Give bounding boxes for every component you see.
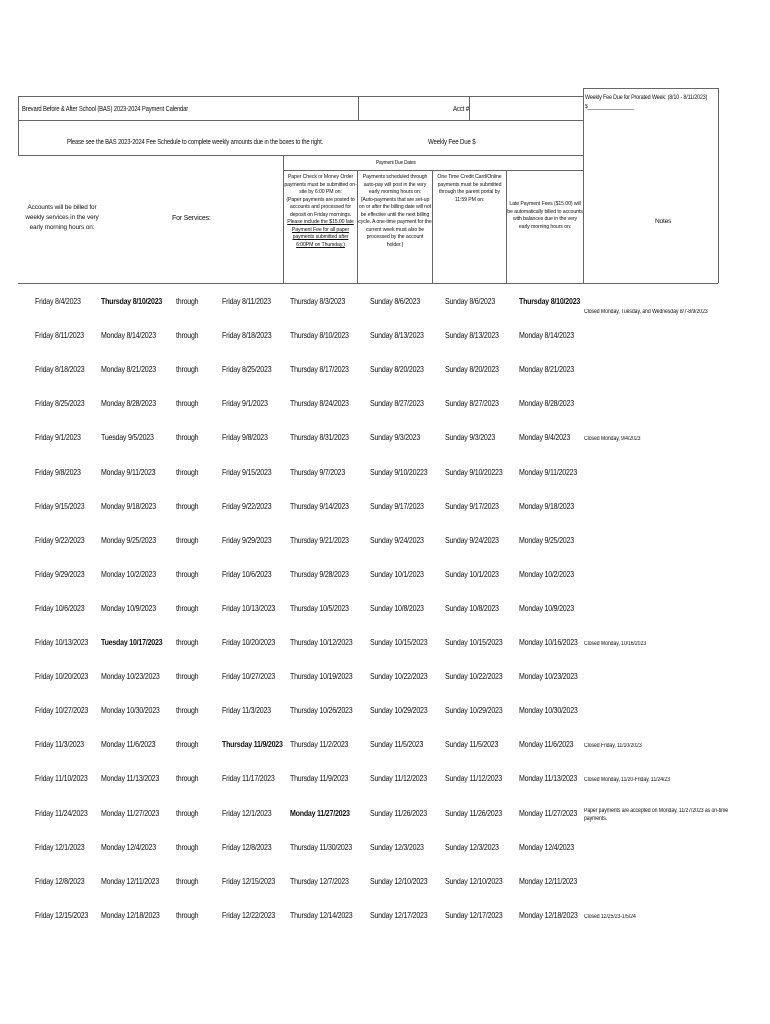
through-label: through	[176, 467, 199, 477]
late-fee-date: Monday 10/9/2023	[519, 603, 574, 613]
autopay-due: Sunday 9/17/2023	[370, 501, 424, 511]
acct-label: Acct #	[453, 104, 469, 113]
billed-date: Friday 10/13/2023	[35, 638, 89, 647]
row-note: Paper payments are accepted on Monday, 11/27/2023 as on-time payments.	[584, 807, 729, 822]
autopay-due: Sunday 8/13/2023	[370, 331, 424, 341]
through-label: through	[176, 842, 199, 852]
billed-date: Friday 10/20/2023	[35, 672, 89, 682]
service-end: Friday 10/27/2023	[222, 672, 276, 682]
through-label: through	[176, 740, 199, 750]
billed-date: Friday 11/10/2023	[35, 774, 88, 784]
through-label: through	[176, 774, 199, 784]
late-fee-date: Monday 9/11/20223	[519, 467, 578, 477]
online-due: Sunday 10/8/2023	[445, 603, 499, 613]
row-note: Closed Friday, 11/10/2023	[584, 743, 642, 750]
row-note: Closed Monday, 9/4/2023	[584, 436, 641, 443]
billed-date: Friday 12/1/2023	[35, 842, 85, 852]
autopay-due: Sunday 11/26/2023	[370, 808, 427, 818]
paper-due: Thursday 11/2/2023	[290, 740, 349, 750]
weekly-fee-input[interactable]	[480, 130, 580, 150]
autopay-due: Sunday 12/3/2023	[370, 842, 424, 852]
online-due: Sunday 9/24/2023	[445, 535, 499, 545]
service-start: Monday 9/18/2023	[101, 501, 156, 511]
service-end: Friday 9/15/2023	[222, 467, 272, 477]
billed-date: Friday 10/27/2023	[35, 706, 89, 716]
autopay-due: Sunday 9/24/2023	[370, 535, 424, 545]
service-end: Friday 10/20/2023	[222, 638, 276, 647]
service-start: Monday 9/11/2023	[101, 467, 156, 477]
service-start: Monday 11/6/2023	[101, 740, 156, 750]
service-end: Friday 10/6/2023	[222, 569, 272, 579]
paper-due: Thursday 12/7/2023	[290, 876, 349, 886]
service-start: Monday 12/11/2023	[101, 876, 160, 886]
autopay-due: Sunday 10/1/2023	[370, 569, 424, 579]
billed-date: Friday 12/8/2023	[35, 876, 85, 886]
service-start: Monday 12/18/2023	[101, 910, 160, 920]
autopay-due: Sunday 11/5/2023	[370, 740, 424, 750]
notes-header: Notes	[655, 218, 672, 225]
paper-due: Thursday 11/30/2023	[290, 842, 352, 852]
billed-date: Friday 9/15/2023	[35, 501, 85, 511]
service-start: Tuesday 9/5/2023	[101, 433, 154, 443]
paper-due: Thursday 9/7/2023	[290, 467, 346, 477]
autopay-due: Sunday 10/8/2023	[370, 603, 424, 613]
autopay-due: Sunday 11/12/2023	[370, 774, 427, 784]
autopay-due: Sunday 9/10/20223	[370, 467, 428, 477]
late-fee-date: Monday 9/4/2023	[519, 433, 571, 443]
autopay-due: Sunday 10/22/2023	[370, 672, 428, 682]
service-end: Thursday 11/9/2023	[222, 740, 283, 750]
online-due: Sunday 11/12/2023	[445, 774, 502, 784]
accounts-billed-header: Accounts will be billed for weekly services in the very early morning hours on:	[25, 204, 99, 231]
online-due: Sunday 12/17/2023	[445, 910, 503, 920]
service-start: Monday 8/14/2023	[101, 331, 156, 341]
paper-due: Monday 11/27/2023	[290, 808, 350, 818]
late-fee-date: Monday 10/23/2023	[519, 672, 578, 682]
billed-date: Friday 9/8/2023	[35, 467, 81, 477]
through-label: through	[176, 876, 199, 886]
paper-due: Thursday 12/14/2023	[290, 910, 353, 920]
service-start: Thursday 8/10/2023	[101, 297, 163, 306]
late-fee-date: Monday 12/4/2023	[519, 842, 574, 852]
paper-due: Thursday 8/17/2023	[290, 365, 349, 375]
online-due: Sunday 10/1/2023	[445, 569, 499, 579]
service-start: Monday 9/25/2023	[101, 535, 156, 545]
late-fee-date: Monday 8/28/2023	[519, 399, 574, 409]
service-start: Monday 11/27/2023	[101, 808, 160, 818]
paper-due: Thursday 10/12/2023	[290, 638, 353, 647]
service-start: Tuesday 10/17/2023	[101, 638, 163, 647]
online-due: Sunday 8/27/2023	[445, 399, 499, 409]
service-end: Friday 11/3/2023	[222, 706, 271, 716]
late-fee-date: Monday 9/18/2023	[519, 501, 574, 511]
billed-date: Friday 9/1/2023	[35, 433, 81, 443]
service-start: Monday 10/23/2023	[101, 672, 160, 682]
online-due: Sunday 9/17/2023	[445, 501, 499, 511]
service-end: Friday 8/11/2023	[222, 297, 271, 306]
through-label: through	[176, 706, 199, 716]
through-label: through	[176, 808, 199, 818]
online-due: Sunday 9/10/20223	[445, 467, 503, 477]
for-services-header: For Services:	[172, 215, 211, 222]
service-start: Monday 8/28/2023	[101, 399, 156, 409]
service-start: Monday 10/30/2023	[101, 706, 160, 716]
online-due: Sunday 9/3/2023	[445, 433, 496, 443]
service-end: Friday 9/22/2023	[222, 501, 272, 511]
service-end: Friday 8/18/2023	[222, 331, 272, 341]
late-fee-date: Monday 11/6/2023	[519, 740, 574, 750]
service-end: Friday 12/15/2023	[222, 876, 276, 886]
online-due: Sunday 8/13/2023	[445, 331, 499, 341]
acct-input[interactable]	[470, 98, 580, 118]
service-start: Monday 12/4/2023	[101, 842, 156, 852]
service-start: Monday 11/13/2023	[101, 774, 160, 784]
service-end: Friday 9/8/2023	[222, 433, 268, 443]
autopay-due: Sunday 12/10/2023	[370, 876, 428, 886]
late-fee-date: Monday 12/18/2023	[519, 910, 578, 920]
through-label: through	[176, 569, 199, 579]
paper-check-header: Paper Check or Money Order payments must be submitted on-site by 6:00 PM on: (Paper payments are posted to accounts and processed for deposit on Friday mornings. Please include the $15.00 late Payment Fee for all paper payments submitted after 6:00PM on Thursday.)	[284, 174, 357, 248]
late-fee-date: Monday 12/11/2023	[519, 876, 578, 886]
service-end: Friday 9/1/2023	[222, 399, 268, 409]
late-fee-date: Monday 8/21/2023	[519, 365, 574, 375]
autopay-due: Sunday 8/6/2023	[370, 297, 421, 306]
service-start: Monday 10/2/2023	[101, 569, 156, 579]
autopay-due: Sunday 9/3/2023	[370, 433, 421, 443]
service-end: Friday 10/13/2023	[222, 603, 276, 613]
online-due: Sunday 10/22/2023	[445, 672, 503, 682]
paper-due: Thursday 8/31/2023	[290, 433, 349, 443]
online-due: Sunday 8/6/2023	[445, 297, 496, 306]
billed-date: Friday 8/18/2023	[35, 365, 85, 375]
paper-due: Thursday 8/10/2023	[290, 331, 349, 341]
through-label: through	[176, 331, 199, 341]
service-start: Monday 8/21/2023	[101, 365, 156, 375]
paper-due: Thursday 9/21/2023	[290, 535, 349, 545]
late-fee-header: Late Payment Fees ($15.00) will be automatically billed to accounts with balances due in the very early morning hours on:	[507, 201, 583, 230]
billed-date: Friday 9/22/2023	[35, 535, 85, 545]
through-label: through	[176, 535, 199, 545]
autopay-due: Sunday 10/29/2023	[370, 706, 428, 716]
through-label: through	[176, 603, 199, 613]
service-start: Monday 10/9/2023	[101, 603, 156, 613]
service-end: Friday 12/8/2023	[222, 842, 272, 852]
paper-due: Thursday 9/14/2023	[290, 501, 349, 511]
through-label: through	[176, 910, 199, 920]
autopay-header: Payments scheduled through auto-pay will post in the very early morning hours on: (Auto-payments that are set-up on or after the billing date will not be effective until the next billing cycle. A one-time payment for the current week must also be processed by the account holder.)	[358, 174, 432, 248]
online-due: Sunday 12/3/2023	[445, 842, 499, 852]
paper-due: Thursday 9/28/2023	[290, 569, 349, 579]
online-due: Sunday 11/26/2023	[445, 808, 502, 818]
service-end: Friday 12/22/2023	[222, 910, 276, 920]
paper-due: Thursday 8/24/2023	[290, 399, 349, 409]
service-end: Friday 9/29/2023	[222, 535, 272, 545]
late-fee-date: Monday 9/25/2023	[519, 535, 574, 545]
billed-date: Friday 10/6/2023	[35, 603, 85, 613]
through-label: through	[176, 501, 199, 511]
billed-date: Friday 11/3/2023	[35, 740, 84, 750]
through-label: through	[176, 365, 199, 375]
online-due: Sunday 8/20/2023	[445, 365, 499, 375]
billed-date: Friday 8/11/2023	[35, 331, 84, 341]
payment-due-dates-label: Payment Due Dates	[376, 160, 416, 166]
late-fee-date: Monday 10/16/2023	[519, 638, 578, 647]
late-fee-date: Thursday 8/10/2023	[519, 297, 581, 306]
late-fee-date: Monday 11/13/2023	[519, 774, 578, 784]
row-note: Closed Monday, 10/16/2023	[584, 641, 647, 647]
late-fee-date: Monday 8/14/2023	[519, 331, 574, 341]
billed-date: Friday 8/4/2023	[35, 297, 81, 306]
row-note: Closed 12/25/23-1/5/24	[584, 913, 636, 920]
paper-due: Thursday 10/19/2023	[290, 672, 353, 682]
through-label: through	[176, 433, 199, 443]
prorated-fee-input[interactable]: $__________________	[585, 104, 634, 110]
autopay-due: Sunday 10/15/2023	[370, 638, 428, 647]
service-end: Friday 11/17/2023	[222, 774, 275, 784]
billed-date: Friday 12/15/2023	[35, 910, 89, 920]
fee-schedule-instruction: Please see the BAS 2023-2024 Fee Schedule to complete weekly amounts due in the boxes to the right.	[67, 137, 324, 146]
autopay-due: Sunday 8/27/2023	[370, 399, 424, 409]
paper-due: Thursday 10/5/2023	[290, 603, 349, 613]
service-end: Friday 12/1/2023	[222, 808, 272, 818]
paper-due: Thursday 8/3/2023	[290, 297, 346, 306]
late-fee-date: Monday 11/27/2023	[519, 808, 578, 818]
billed-date: Friday 9/29/2023	[35, 569, 85, 579]
online-due: Sunday 10/29/2023	[445, 706, 503, 716]
through-label: through	[176, 672, 199, 682]
through-label: through	[176, 297, 199, 306]
online-due: Sunday 11/5/2023	[445, 740, 499, 750]
autopay-due: Sunday 8/20/2023	[370, 365, 424, 375]
through-label: through	[176, 638, 199, 647]
online-due: Sunday 12/10/2023	[445, 876, 503, 886]
online-payment-header: One Time Credit Card/Online payments must be submitted through the parent portal by 11:59 PM on:	[437, 174, 502, 203]
autopay-due: Sunday 12/17/2023	[370, 910, 428, 920]
through-label: through	[176, 399, 199, 409]
late-fee-date: Monday 10/30/2023	[519, 706, 578, 716]
billed-date: Friday 11/24/2023	[35, 808, 88, 818]
page-title: Brevard Before & After School (BAS) 2023-2024 Payment Calendar	[22, 104, 189, 113]
row-note: Closed Monday, 11/20-Friday, 11/24/23	[584, 777, 670, 784]
online-due: Sunday 10/15/2023	[445, 638, 503, 647]
service-end: Friday 8/25/2023	[222, 365, 272, 375]
weekly-fee-label: Weekly Fee Due $	[428, 137, 476, 146]
paper-due: Thursday 10/26/2023	[290, 706, 353, 716]
row-note-first: Closed Monday, Tuesday, and Wednesday 8/7-8/9/2023	[584, 309, 708, 315]
paper-due: Thursday 11/9/2023	[290, 774, 349, 784]
prorated-fee-label: Weekly Fee Due for Prorated Week: (8/10 - 8/11/2023)	[585, 94, 708, 101]
late-fee-date: Monday 10/2/2023	[519, 569, 574, 579]
billed-date: Friday 8/25/2023	[35, 399, 85, 409]
